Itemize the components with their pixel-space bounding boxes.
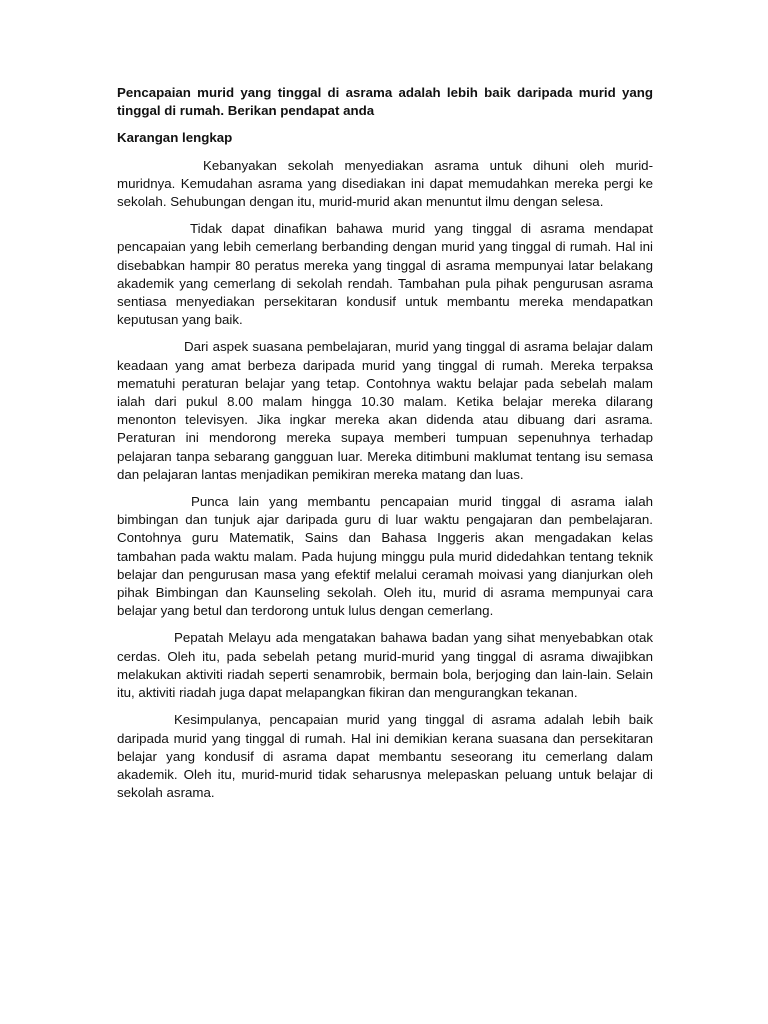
essay-title: Pencapaian murid yang tinggal di asrama adalah lebih baik daripada murid yang tinggal di rumah. Berikan pendapat anda xyxy=(117,85,653,119)
document-body xyxy=(117,84,653,811)
paragraph-conclusion: Kesimpulanya, pencapaian murid yang tinggal di asrama adalah lebih baik daripada murid yang tinggal di rumah. Hal ini demikian kerana suasana dan persekitaran belajar yang kondusif di asrama dapat membantu seseorang itu cemerlang dalam akademik. Oleh itu, murid-murid tidak seharusnya melepaskan peluang untuk belajar di sekolah asrama. xyxy=(117,712,653,801)
paragraph-point-3: Punca lain yang membantu pencapaian murid tinggal di asrama ialah bimbingan dan tunjuk ajar daripada guru di luar waktu pengajaran dan pembelajaran. Contohnya guru Matematik, Sains dan Bahasa Inggeris akan mengadakan kelas tambahan pada waktu malam. Pada hujung minggu pula murid didedahkan tentang teknik belajar dan pengurusan masa yang efektif melalui ceramah moivasi yang dianjurkan oleh pihak Bimbingan dan Kaunseling sekolah. Oleh itu, murid di asrama mempunyai cara belajar yang betul dan terdorong untuk lulus dengan cemerlang. xyxy=(117,494,653,619)
paragraph-point-4: Pepatah Melayu ada mengatakan bahawa badan yang sihat menyebabkan otak cerdas. Oleh itu, pada sebelah petang murid-murid yang tinggal di asrama diwajibkan melakukan aktiviti riadah seperti senamrobik, bermain bola, berjoging dan lain-lain. Selain itu, aktiviti riadah juga dapat melapangkan fikiran dan mengurangkan tekanan. xyxy=(117,630,653,701)
paragraph-point-1: Tidak dapat dinafikan bahawa murid yang tinggal di asrama mendapat pencapaian yang lebih cemerlang berbanding dengan murid yang tinggal di rumah. Hal ini disebabkan hampir 80 peratus mereka yang tinggal di asrama mempunyai latar belakang akademik yang cemerlang di sekolah rendah. Tambahan pula pihak pengurusan asrama sentiasa menyediakan persekitaran kondusif untuk membantu mereka mendapatkan keputusan yang baik. xyxy=(117,221,653,328)
paragraph-point-2: Dari aspek suasana pembelajaran, murid yang tinggal di asrama belajar dalam keadaan yang amat berbeza daripada murid yang tinggal di rumah. Mereka terpaksa mematuhi peraturan belajar yang tetap. Contohnya waktu belajar pada sebelah malam ialah dari pukul 8.00 malam hingga 10.30 malam. Ketika belajar mereka dilarang menonton televisyen. Jika ingkar mereka akan didenda atau dibuang dari asrama. Peraturan ini mendorong mereka supaya memberi tumpuan sepenuhnya terhadap pelajaran tanpa sebarang gangguan luar. Mereka ditimbuni maklumat tentang isu semasa dan pelajaran lantas menjadikan pemikiran mereka matang dan luas. xyxy=(117,339,653,482)
paragraph-introduction: Kebanyakan sekolah menyediakan asrama untuk dihuni oleh murid-muridnya. Kemudahan asrama yang disediakan ini dapat memudahkan mereka pergi ke sekolah. Sehubungan dengan itu, murid-murid akan menuntut ilmu dengan selesa. xyxy=(117,157,653,210)
essay-subtitle: Karangan lengkap xyxy=(117,130,233,146)
